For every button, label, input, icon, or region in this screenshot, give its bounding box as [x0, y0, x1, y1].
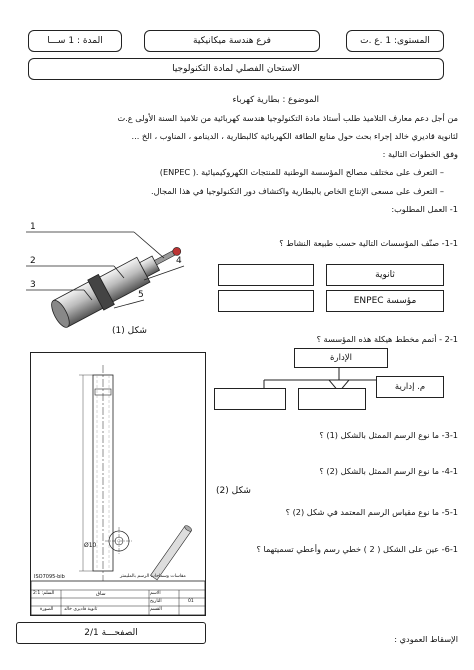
branch-cell: [144, 30, 320, 52]
fig1-label-1: 1: [30, 222, 36, 232]
subject: الموضوع : بطارية كهرباء: [232, 95, 319, 105]
tb-name-label: الاسم: [150, 591, 161, 596]
branch-text: فرع هندسة ميكانيكية: [193, 36, 271, 46]
fig1-label-2: 2: [30, 256, 36, 266]
question-1-5: 5-1- ما نوع مقياس الرسم المعتمد في شكل (2) ؟: [285, 507, 458, 517]
box-lycee: [326, 264, 444, 286]
tb-number: 01: [188, 599, 194, 604]
level-text: المستوى: 1 .ع .ت: [360, 36, 430, 46]
question-1-2: 2-1 - أتمم مخطط هيكلة هذه المؤسسة ؟: [316, 334, 458, 344]
box-enpec: [326, 290, 444, 312]
step-1: – التعرف على مختلف مصالح المؤسسة الوطنية للمنتجات الكهروكيميائية .( ENPEC): [159, 167, 444, 177]
step-2: – التعرف على مسعى الإنتاج الخاص بالبطارية واكتشاف دور التكنولوجيا في هذا المجال.: [150, 186, 444, 196]
question-1-1: 1-1- صنّف المؤسسات التالية حسب طبيعة النشاط ؟: [279, 238, 458, 248]
org-box-administration: [294, 348, 388, 368]
question-1-3: 3-1- ما نوع الرسم الممثل بالشكل (1) ؟: [319, 430, 458, 440]
figure-2-caption: شكل (2): [216, 486, 251, 496]
part-reference: ISO7095-bib: [34, 574, 65, 580]
tb-school: ثانوية قاديري خالد: [64, 607, 98, 612]
tb-date-label: التاريخ: [150, 599, 162, 604]
exam-title: الاستحان الفصلي لمادة التكنولوجيا: [172, 64, 300, 74]
tb-subject: الصورة: [40, 607, 54, 612]
projection-label: الإسقاط العمودي :: [394, 634, 458, 644]
org-box-administration-label: الإدارة: [330, 353, 352, 363]
exam-title-cell: [28, 58, 444, 80]
fig1-label-3: 3: [30, 280, 36, 290]
page-footer: [16, 622, 206, 644]
org-box-admin-service-label: م. إدارية: [394, 382, 426, 392]
figure-1-drawing: [14, 218, 204, 348]
drawing-note: مقاسات وسماحات الرسم بالمليمتر: [120, 574, 186, 579]
fig1-label-4: 4: [176, 256, 182, 266]
box-enpec-label: مؤسسة ENPEC: [353, 296, 417, 306]
org-answer-box-middle[interactable]: [298, 388, 366, 410]
question-1-6: 6-1- عين على الشكل ( 2 ) خطي رسم وأعطي تسميتهما ؟: [256, 544, 458, 554]
work-required: 1- العمل المطلوب:: [391, 204, 458, 214]
answer-box-1b[interactable]: [218, 290, 314, 312]
tb-class-label: القسم: [150, 607, 162, 612]
answer-box-1a[interactable]: [218, 264, 314, 286]
fig1-label-5: 5: [138, 290, 144, 300]
org-box-admin-service: [376, 376, 444, 398]
org-answer-box-left[interactable]: [214, 388, 286, 410]
figure-1-caption: شكل (1): [112, 326, 147, 336]
duration-cell: [28, 30, 122, 52]
dim-diameter: Ø10: [84, 542, 97, 549]
intro-line-1: من أجل دعم معارف التلاميذ طلب أستاذ مادة التكنولوجيا هندسة كهربائية من تلاميذ السنة الأولى ع.ت: [117, 113, 458, 123]
tb-scale: السلم: 2:1: [33, 591, 55, 596]
intro-line-2: لثانوية قاديري خالد إجراء بحث حول منابع الطاقة الكهربائية كالبطارية ، الدينامو ، المناوب ، الخ ...: [131, 131, 458, 141]
level-cell: [346, 30, 444, 52]
tb-part-name: ساق: [96, 591, 106, 597]
question-1-4: 4-1- ما نوع الرسم الممثل بالشكل (2) ؟: [319, 466, 458, 476]
page-number: الصفحـــة 2/1: [84, 628, 138, 638]
duration-text: المدة : 1 ســـا: [47, 36, 103, 46]
box-lycee-label: ثانوية: [375, 270, 395, 280]
intro-line-3: وفق الخطوات التالية :: [382, 149, 458, 159]
